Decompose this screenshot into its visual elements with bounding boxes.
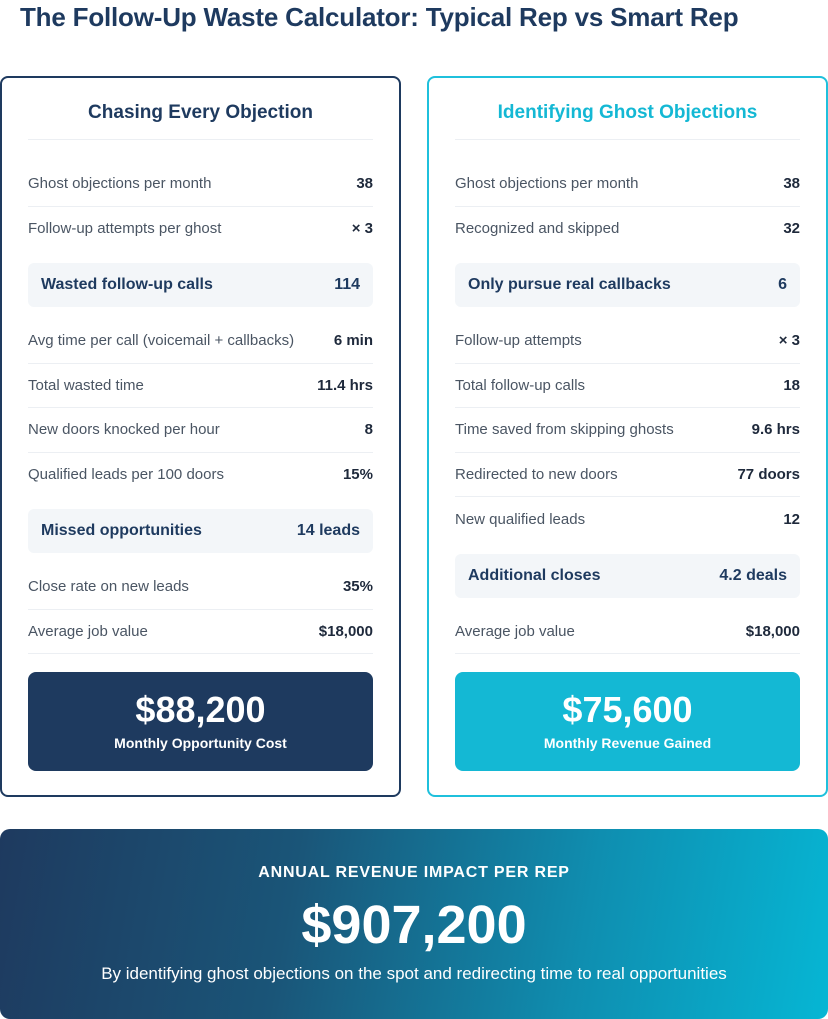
metric-value: × 3 — [778, 332, 800, 350]
card-heading: Chasing Every Objection — [28, 78, 373, 140]
highlight-row — [455, 263, 800, 307]
metric-value: 8 — [364, 421, 373, 439]
metric-value: 14 leads — [296, 522, 360, 539]
metric-row — [28, 453, 373, 498]
total-caption: Monthly Revenue Gained — [543, 735, 712, 751]
metric-value: 9.6 hrs — [751, 421, 800, 439]
metric-row — [455, 453, 800, 498]
highlight-row — [28, 509, 373, 553]
metric-value: 15% — [342, 466, 373, 484]
metric-label: Recognized and skipped — [455, 220, 620, 238]
banner-amount: $907,200 — [301, 895, 527, 955]
total-amount: $88,200 — [135, 689, 266, 730]
banner-kicker: ANNUAL REVENUE IMPACT PER REP — [258, 864, 570, 881]
page-title: The Follow-Up Waste Calculator: Typical Rep vs Smart Rep — [20, 2, 739, 32]
metric-value: 18 — [783, 376, 800, 394]
metric-label: Qualified leads per 100 doors — [28, 466, 224, 484]
highlight-row — [455, 554, 800, 598]
metric-label: New qualified leads — [455, 510, 586, 528]
metric-value: 6 min — [333, 332, 373, 350]
smart-rep-card — [427, 76, 828, 797]
metric-label: Ghost objections per month — [455, 175, 639, 193]
metrics-list — [455, 162, 800, 654]
metric-label: Missed opportunities — [41, 522, 202, 539]
card-heading: Identifying Ghost Objections — [455, 78, 800, 140]
banner-subtitle: By identifying ghost objections on the spot and redirecting time to real opportunities — [101, 964, 727, 983]
total-amount: $75,600 — [562, 689, 693, 730]
metric-value: 114 — [334, 276, 360, 293]
opportunity-cost-total — [28, 672, 373, 771]
metric-row — [455, 497, 800, 542]
metric-label: Additional closes — [468, 566, 601, 584]
metric-value: $18,000 — [318, 622, 373, 640]
metric-label: Total follow-up calls — [455, 376, 586, 394]
metric-label: Ghost objections per month — [28, 175, 212, 193]
metric-row — [455, 364, 800, 409]
metric-value: 38 — [356, 175, 373, 193]
annual-impact-banner — [0, 829, 828, 1019]
metric-row — [28, 207, 373, 252]
metric-label: Time saved from skipping ghosts — [455, 421, 674, 439]
metric-value: 4.2 deals — [719, 566, 787, 584]
metric-row — [455, 610, 800, 655]
metric-row — [28, 565, 373, 610]
metric-value: 35% — [342, 578, 373, 596]
metric-value: 32 — [783, 220, 800, 238]
metric-row — [28, 408, 373, 453]
metric-row — [28, 364, 373, 409]
metric-label: Only pursue real callbacks — [468, 276, 671, 293]
metric-label: Close rate on new leads — [28, 578, 189, 596]
metric-row — [455, 207, 800, 252]
metric-row — [455, 319, 800, 364]
metric-label: Redirected to new doors — [455, 465, 618, 483]
metric-row — [28, 162, 373, 207]
metric-value: 12 — [783, 510, 800, 528]
metric-label: Avg time per call (voicemail + callbacks) — [28, 332, 295, 350]
metrics-list — [28, 162, 373, 654]
metric-value: 11.4 hrs — [317, 376, 373, 394]
metric-label: Total wasted time — [28, 376, 144, 394]
metric-row — [455, 408, 800, 453]
metric-value: $18,000 — [745, 622, 800, 640]
metric-label: Follow-up attempts — [455, 332, 582, 350]
metric-value: 6 — [778, 276, 787, 293]
metric-value: 77 doors — [737, 465, 800, 483]
metric-label: Average job value — [455, 622, 575, 640]
metric-label: Wasted follow-up calls — [41, 276, 213, 293]
revenue-gained-total — [455, 672, 800, 771]
metric-label: New doors knocked per hour — [28, 421, 220, 439]
metric-label: Follow-up attempts per ghost — [28, 220, 222, 238]
highlight-row — [28, 263, 373, 307]
metric-value: × 3 — [351, 220, 373, 238]
typical-rep-card — [0, 76, 401, 797]
metric-row — [455, 162, 800, 207]
total-caption: Monthly Opportunity Cost — [114, 735, 287, 751]
metric-row — [28, 610, 373, 655]
metric-value: 38 — [783, 175, 800, 193]
metric-label: Average job value — [28, 622, 148, 640]
metric-row — [28, 319, 373, 364]
